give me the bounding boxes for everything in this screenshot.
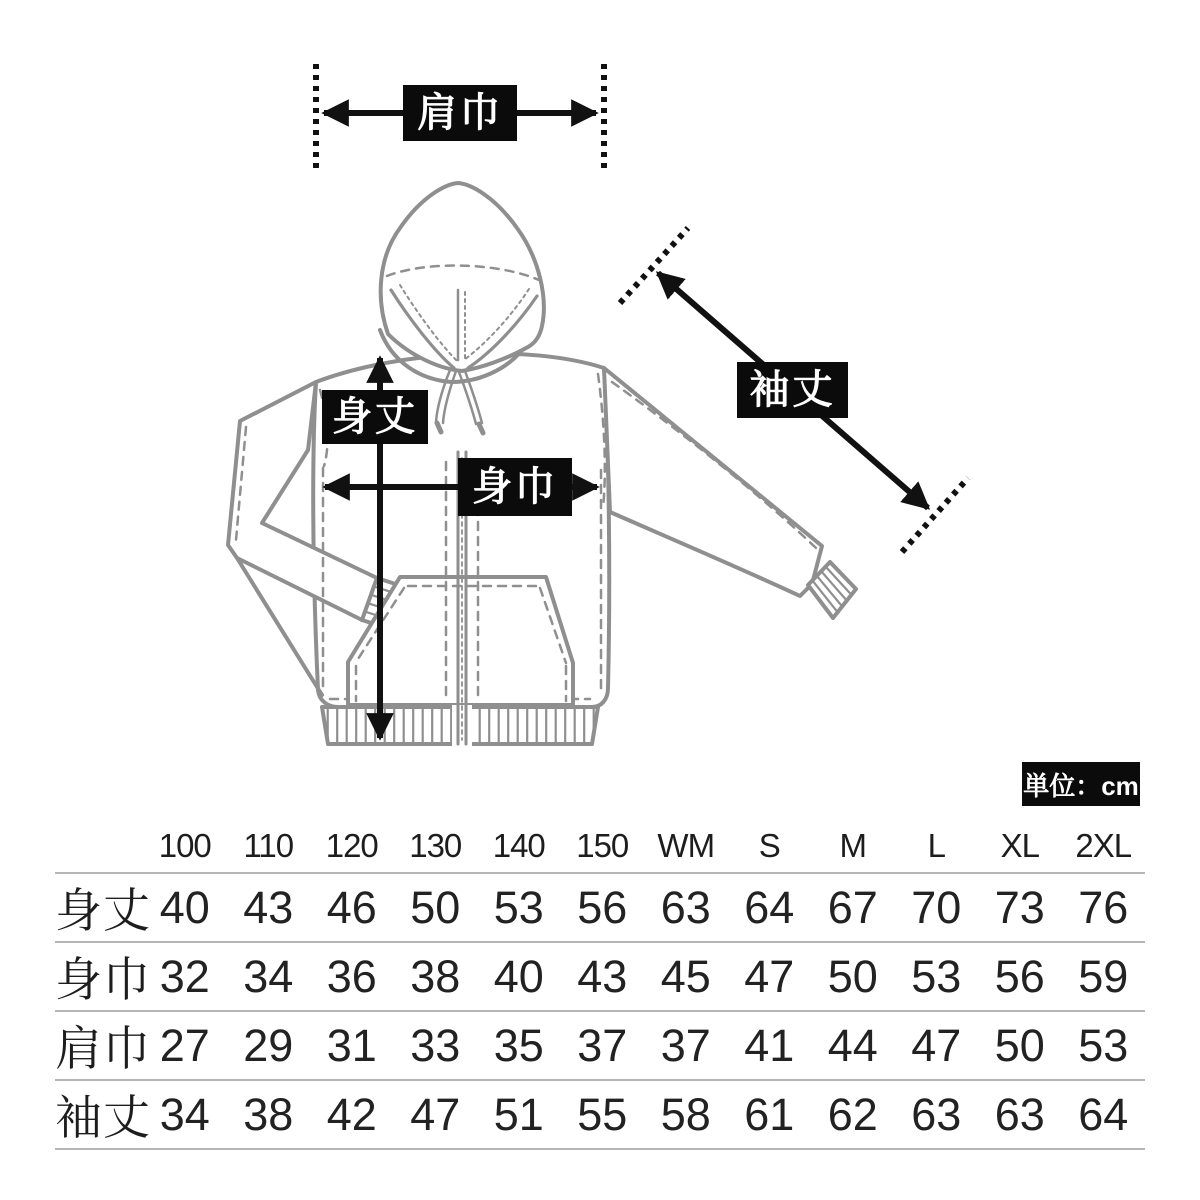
size-value-cell: 53	[1078, 1019, 1129, 1071]
unit-badge: 単位：cm	[1022, 762, 1140, 806]
table-row	[55, 1080, 1145, 1149]
size-value-cell: 73	[994, 881, 1045, 933]
size-table-wrap	[55, 820, 1145, 1150]
size-value-cell: 47	[410, 1088, 461, 1140]
sleeve-guide-bottom	[902, 478, 968, 552]
size-value-cell: 53	[911, 950, 962, 1002]
size-value-cell: 29	[243, 1019, 294, 1071]
size-value-cell: 47	[911, 1019, 962, 1071]
size-value-cell: 34	[159, 1088, 210, 1140]
size-column-header: XL	[1000, 827, 1039, 864]
size-table	[55, 820, 1145, 1150]
table-row	[55, 942, 1145, 1011]
size-value-cell: 44	[827, 1019, 878, 1071]
size-value-cell: 70	[911, 881, 962, 933]
size-table-header-row	[55, 820, 1145, 873]
table-row	[55, 873, 1145, 942]
size-value-cell: 35	[493, 1019, 544, 1071]
size-value-cell: 63	[660, 881, 711, 933]
size-column-header: 140	[492, 827, 545, 864]
size-column-header: S	[758, 827, 780, 864]
size-column-header: L	[927, 827, 945, 864]
size-value-cell: 56	[994, 950, 1045, 1002]
size-value-cell: 51	[493, 1088, 544, 1140]
sleeve-length-label: 袖丈	[737, 362, 848, 418]
size-value-cell: 53	[493, 881, 544, 933]
size-value-cell: 38	[410, 950, 461, 1002]
size-column-header: 120	[325, 827, 378, 864]
size-value-cell: 46	[326, 881, 377, 933]
size-value-cell: 36	[326, 950, 377, 1002]
size-value-cell: 40	[159, 881, 210, 933]
size-column-header: 100	[158, 827, 211, 864]
measure-row-label: 肩巾	[55, 1022, 151, 1075]
body-length-label: 身丈	[322, 390, 428, 444]
body-width-label: 身巾	[458, 458, 572, 516]
size-column-header: 130	[409, 827, 462, 864]
size-column-header: 2XL	[1075, 827, 1132, 864]
size-column-header: 150	[576, 827, 629, 864]
size-value-cell: 40	[493, 950, 544, 1002]
size-value-cell: 50	[827, 950, 878, 1002]
size-column-header: M	[839, 827, 866, 864]
size-value-cell: 27	[159, 1019, 210, 1071]
size-value-cell: 47	[744, 950, 795, 1002]
size-value-cell: 41	[744, 1019, 795, 1071]
table-row	[55, 1011, 1145, 1080]
size-value-cell: 63	[994, 1088, 1045, 1140]
size-value-cell: 64	[1078, 1088, 1129, 1140]
size-value-cell: 58	[660, 1088, 711, 1140]
measure-row-label: 袖丈	[55, 1091, 151, 1144]
size-value-cell: 62	[827, 1088, 878, 1140]
size-column-header: 110	[243, 827, 294, 864]
table-corner-cell	[55, 820, 143, 873]
size-value-cell: 61	[744, 1088, 795, 1140]
size-value-cell: 37	[660, 1019, 711, 1071]
size-value-cell: 45	[660, 950, 711, 1002]
size-value-cell: 38	[243, 1088, 294, 1140]
size-value-cell: 50	[994, 1019, 1045, 1071]
size-value-cell: 50	[410, 881, 461, 933]
size-value-cell: 32	[159, 950, 210, 1002]
size-value-cell: 43	[243, 881, 294, 933]
size-value-cell: 63	[911, 1088, 962, 1140]
measure-row-label: 身巾	[55, 953, 151, 1006]
size-table-body	[55, 873, 1145, 1149]
size-value-cell: 59	[1078, 950, 1129, 1002]
size-column-header: WM	[657, 827, 715, 864]
size-value-cell: 67	[827, 881, 878, 933]
size-value-cell: 43	[577, 950, 628, 1002]
size-value-cell: 33	[410, 1019, 461, 1071]
size-value-cell: 55	[577, 1088, 628, 1140]
size-value-cell: 64	[744, 881, 795, 933]
size-value-cell: 76	[1078, 881, 1129, 933]
size-value-cell: 31	[326, 1019, 377, 1071]
size-value-cell: 34	[243, 950, 294, 1002]
size-value-cell: 37	[577, 1019, 628, 1071]
size-value-cell: 56	[577, 881, 628, 933]
hood	[381, 183, 544, 371]
measure-row-label: 身丈	[55, 884, 151, 937]
shoulder-width-label: 肩巾	[403, 85, 517, 141]
size-value-cell: 42	[326, 1088, 377, 1140]
